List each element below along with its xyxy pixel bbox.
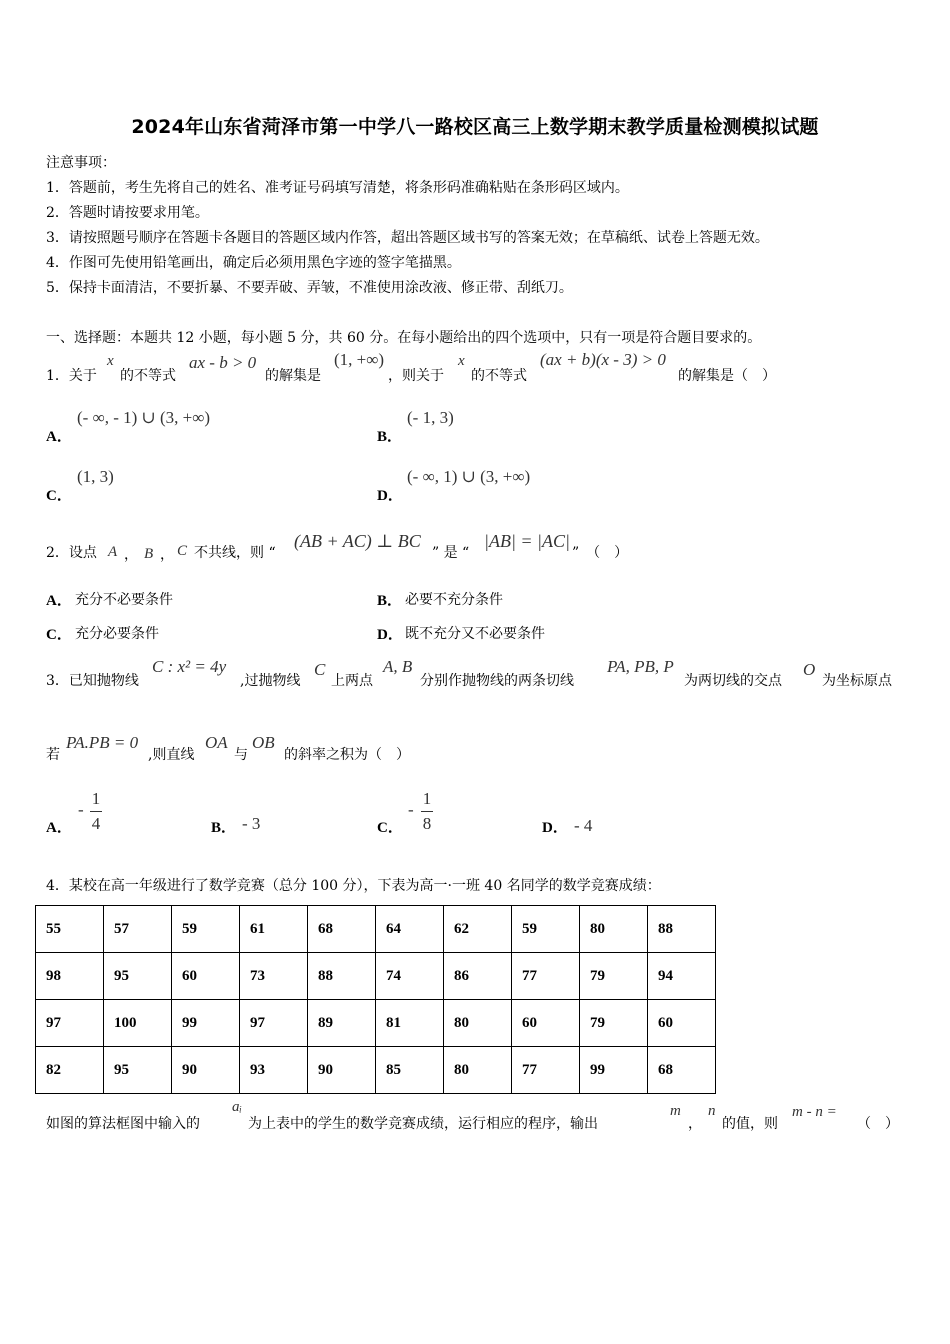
table-cell: 88 — [308, 953, 376, 1000]
q2-point: B — [144, 546, 154, 562]
q3-text: 分别作抛物线的两条切线 — [420, 673, 574, 689]
q1-inequality: (ax + b)(x - 3) > 0 — [540, 350, 666, 369]
table-cell: 100 — [104, 1000, 172, 1047]
table-cell: 62 — [444, 906, 512, 953]
option-value: 既不充分又不必要条件 — [405, 626, 545, 642]
q4-text: 如图的算法框图中输入的 — [46, 1116, 200, 1132]
q3-text: 3．已知抛物线 — [46, 673, 139, 689]
option-label: C． — [46, 488, 72, 504]
q3-math: A, B — [383, 657, 413, 676]
option-label: B． — [377, 593, 403, 609]
table-cell: 95 — [104, 953, 172, 1000]
scores-table — [35, 905, 716, 1094]
option-value: 必要不充分条件 — [405, 592, 503, 608]
table-cell: 79 — [580, 953, 648, 1000]
fraction-bar — [90, 811, 102, 812]
table-cell: 86 — [444, 953, 512, 1000]
table-cell: 80 — [444, 1047, 512, 1094]
fraction-denominator: 4 — [91, 814, 101, 833]
table-cell: 97 — [36, 1000, 104, 1047]
q4-text: 的值，则 — [722, 1116, 778, 1132]
notice-item: 1．答题前，考生先将自己的姓名、准考证号码填写清楚，将条形码准确粘贴在条形码区域内。 — [46, 180, 629, 196]
table-cell: 60 — [648, 1000, 716, 1047]
fraction-bar — [421, 811, 433, 812]
option-label: A． — [46, 429, 72, 445]
notice-item: 5．保持卡面清洁，不要折暴、不要弄破、弄皱，不准使用涂改液、修正带、刮纸刀。 — [46, 280, 573, 296]
q1-text: 1．关于 — [46, 368, 97, 384]
table-cell: 99 — [172, 1000, 240, 1047]
table-cell: 77 — [512, 1047, 580, 1094]
option-label: D． — [377, 488, 403, 504]
option-value: (- ∞, 1) ∪ (3, +∞) — [407, 467, 531, 486]
option-value: - 4 — [574, 816, 593, 835]
table-cell: 60 — [512, 1000, 580, 1047]
table-cell: 57 — [104, 906, 172, 953]
table-cell: 99 — [580, 1047, 648, 1094]
option-value: 充分不必要条件 — [75, 592, 173, 608]
page-title: 2024年山东省菏泽市第一中学八一路校区高三上数学期末教学质量检测模拟试题 — [131, 116, 819, 138]
q1-inequality: ax - b > 0 — [189, 353, 257, 372]
table-cell: 95 — [104, 1047, 172, 1094]
q2-point: C — [177, 543, 188, 559]
q2-condition: |AB| = |AC| — [484, 531, 570, 551]
q4-math: n — [708, 1103, 716, 1119]
q2-text: 不共线，则 “ — [194, 545, 276, 561]
fraction-numerator: 1 — [422, 789, 432, 808]
table-cell: 60 — [172, 953, 240, 1000]
table-row — [36, 1000, 716, 1047]
option-label: B． — [377, 429, 403, 445]
notice-heading: 注意事项： — [46, 155, 116, 171]
q4-text: ， — [688, 1116, 702, 1132]
q4-text: 为上表中的学生的数学竞赛成绩，运行相应的程序，输出 — [248, 1116, 598, 1132]
option-label: C． — [46, 627, 72, 643]
q3-math: PA, PB, P — [607, 657, 674, 676]
q3-text: 若 — [46, 747, 60, 763]
table-cell: 82 — [36, 1047, 104, 1094]
q4-text: （ ） — [857, 1116, 899, 1132]
table-cell: 98 — [36, 953, 104, 1000]
table-cell: 81 — [376, 1000, 444, 1047]
q2-text: 2．设点 — [46, 545, 97, 561]
option-value: (- ∞, - 1) ∪ (3, +∞) — [77, 408, 211, 427]
q4-math: aᵢ — [232, 1099, 242, 1115]
q2-text: ” （ ） — [572, 545, 629, 561]
q3-text: ,则直线 — [148, 747, 195, 763]
q4-math: m - n = — [792, 1104, 837, 1120]
table-row — [36, 906, 716, 953]
option-label: D． — [542, 820, 568, 836]
q4-intro: 4．某校在高一年级进行了数学竞赛（总分 100 分），下表为高一·一班 40 名同学的数学竞赛成绩： — [46, 878, 661, 894]
option-label: B． — [211, 820, 237, 836]
q4-math: m — [670, 1103, 681, 1119]
q3-text: ,过抛物线 — [240, 673, 301, 689]
table-cell: 80 — [444, 1000, 512, 1047]
option-value: - 3 — [242, 814, 261, 833]
q3-text: 为两切线的交点 — [684, 673, 782, 689]
q3-text: 的斜率之积为（ ） — [284, 747, 410, 763]
section-heading: 一、选择题：本题共 12 小题，每小题 5 分，共 60 分。在每小题给出的四个选项中，只有一项是符合题目要求的。 — [46, 330, 762, 346]
fraction-sign: - — [78, 800, 84, 819]
q1-text: ，则关于 — [388, 368, 444, 384]
table-cell: 77 — [512, 953, 580, 1000]
q1-text: 的不等式 — [471, 368, 527, 384]
table-cell: 79 — [580, 1000, 648, 1047]
notice-item: 4．作图可先使用铅笔画出，确定后必须用黑色字迹的签字笔描黑。 — [46, 255, 461, 271]
table-cell: 59 — [512, 906, 580, 953]
option-label: A． — [46, 820, 72, 836]
q2-text: ， — [160, 547, 174, 563]
table-cell: 94 — [648, 953, 716, 1000]
table-cell: 85 — [376, 1047, 444, 1094]
table-cell: 97 — [240, 1000, 308, 1047]
q2-text: ， — [124, 547, 138, 563]
table-cell: 59 — [172, 906, 240, 953]
q3-math: OB — [252, 733, 275, 752]
q3-math: O — [803, 660, 816, 679]
table-cell: 93 — [240, 1047, 308, 1094]
option-value: (1, 3) — [77, 467, 114, 486]
notice-item: 3．请按照题号顺序在答题卡各题目的答题区域内作答，超出答题区域书写的答案无效；在草稿纸、试卷上答题无效。 — [46, 230, 769, 246]
q3-text: 与 — [234, 747, 248, 763]
q3-parabola: C : x² = 4y — [152, 657, 227, 676]
q2-text: ” 是 “ — [432, 545, 470, 561]
table-row — [36, 953, 716, 1000]
table-cell: 90 — [172, 1047, 240, 1094]
table-cell: 74 — [376, 953, 444, 1000]
table-cell: 61 — [240, 906, 308, 953]
q3-math: C — [314, 660, 326, 679]
option-value: (- 1, 3) — [407, 408, 454, 427]
fraction-denominator: 8 — [422, 814, 432, 833]
q3-math: OA — [205, 733, 228, 752]
table-cell: 68 — [308, 906, 376, 953]
table-cell: 64 — [376, 906, 444, 953]
q2-condition: (AB + AC) ⊥ BC — [294, 531, 421, 551]
q3-math: PA.PB = 0 — [66, 733, 139, 752]
q2-point: A — [108, 544, 118, 560]
q1-var: x — [458, 353, 465, 369]
table-cell: 68 — [648, 1047, 716, 1094]
option-label: A． — [46, 593, 72, 609]
notice-item: 2．答题时请按要求用笔。 — [46, 205, 209, 221]
q1-text: 的解集是 — [265, 368, 321, 384]
table-cell: 55 — [36, 906, 104, 953]
q1-var: x — [107, 353, 114, 369]
q1-text: 的解集是（ ） — [678, 368, 776, 384]
table-cell: 89 — [308, 1000, 376, 1047]
table-cell: 88 — [648, 906, 716, 953]
option-label: D． — [377, 627, 403, 643]
q1-set: (1, +∞) — [334, 350, 385, 369]
fraction-sign: - — [408, 800, 414, 819]
table-row — [36, 1047, 716, 1094]
fraction-numerator: 1 — [91, 789, 101, 808]
q3-text: 为坐标原点 — [822, 673, 892, 689]
table-cell: 73 — [240, 953, 308, 1000]
table-cell: 80 — [580, 906, 648, 953]
option-value: 充分必要条件 — [75, 626, 159, 642]
option-label: C． — [377, 820, 403, 836]
q3-text: 上两点 — [331, 673, 373, 689]
q1-text: 的不等式 — [120, 368, 176, 384]
table-cell: 90 — [308, 1047, 376, 1094]
